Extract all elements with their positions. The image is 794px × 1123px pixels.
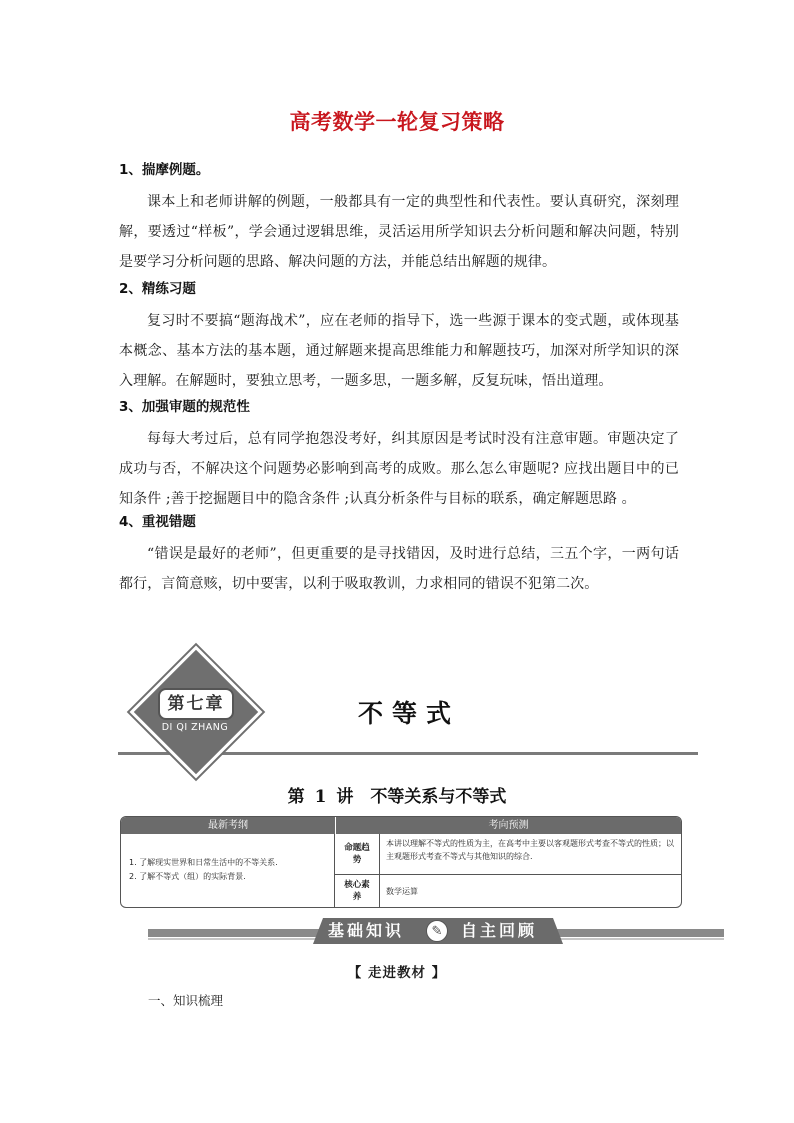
info-table-header <box>121 817 681 834</box>
section-2 <box>119 277 679 396</box>
forecast-row <box>335 834 681 875</box>
section-heading: 1、揣摩例题。 <box>119 162 210 178</box>
forecast-row <box>335 875 681 907</box>
page-title: 高考数学一轮复习策略 <box>289 110 505 134</box>
section-body: 每每大考过后，总有同学抱怨没考好，纠其原因是考试时没有注意审题。审题决定了成功与否，不解决这个问题势必影响到高考的成败。那么怎么审题呢? 应找出题目中的已知条件 ;善于挖掘题目中的隐含条件 ;认真分析条件与目标的联系，确定解题思路 。 <box>119 431 679 507</box>
section-heading: 2、精练习题 <box>119 281 196 297</box>
syllabus-item: 1. 了解现实世界和日常生活中的不等关系. <box>129 858 278 867</box>
row-label: 核心素养 <box>335 875 380 907</box>
outline-item: 一、知识梳理 <box>148 993 224 1008</box>
syllabus-header: 最新考纲 <box>121 817 336 834</box>
chapter-badge: 第七章 <box>158 688 234 720</box>
chapter-banner <box>118 648 698 773</box>
section-body: 课本上和老师讲解的例题，一般都具有一定的典型性和代表性。要认真研究，深刻理解，要透过“样板”，学会通过逻辑思维，灵活运用所学知识去分析问题和解决问题，特别是要学习分析问题的思路、解决问题的方法，并能总结出解题的规律。 <box>119 194 679 270</box>
banner-left-text: 基础知识 <box>328 921 405 940</box>
subheading: 【 走进教材 】 <box>347 965 447 981</box>
chapter-pinyin: DI QI ZHANG <box>161 722 229 733</box>
section-heading: 4、重视错题 <box>119 514 196 530</box>
section-heading: 3、加强审题的规范性 <box>119 399 250 415</box>
row-text: 本讲以理解不等式的性质为主，在高考中主要以客观题形式考查不等式的性质；以主观题形式考查不等式与其他知识的综合. <box>386 839 674 861</box>
info-table <box>120 816 682 908</box>
chapter-name: 不等式 <box>358 699 461 728</box>
syllabus-cell <box>121 834 335 907</box>
lesson-title: 第 1 讲 不等关系与不等式 <box>287 787 507 807</box>
banner-right-text: 自主回顾 <box>461 921 538 940</box>
forecast-header: 考向预测 <box>488 820 529 831</box>
section-3 <box>119 395 679 514</box>
section-1 <box>119 158 679 277</box>
pencil-icon: ✎ <box>426 920 448 942</box>
section-4 <box>119 510 679 599</box>
syllabus-item: 2. 了解不等式（组）的实际背景. <box>129 872 246 881</box>
section-body: 复习时不要搞“题海战术”，应在老师的指导下，选一些源于课本的变式题，或体现基本概念、基本方法的基本题，通过解题来提高思维能力和解题技巧，加深对所学知识的深入理解。在解题时，要独立思考，一题多思，一题多解，反复玩味，悟出道理。 <box>119 313 679 389</box>
section-body: “错误是最好的老师”，但更重要的是寻找错因，及时进行总结，三五个字，一两句话都行，言简意赅，切中要害，以利于吸取教训，力求相同的错误不犯第二次。 <box>119 546 679 592</box>
row-text: 数学运算 <box>386 886 418 896</box>
row-label: 命题趋势 <box>335 834 380 874</box>
